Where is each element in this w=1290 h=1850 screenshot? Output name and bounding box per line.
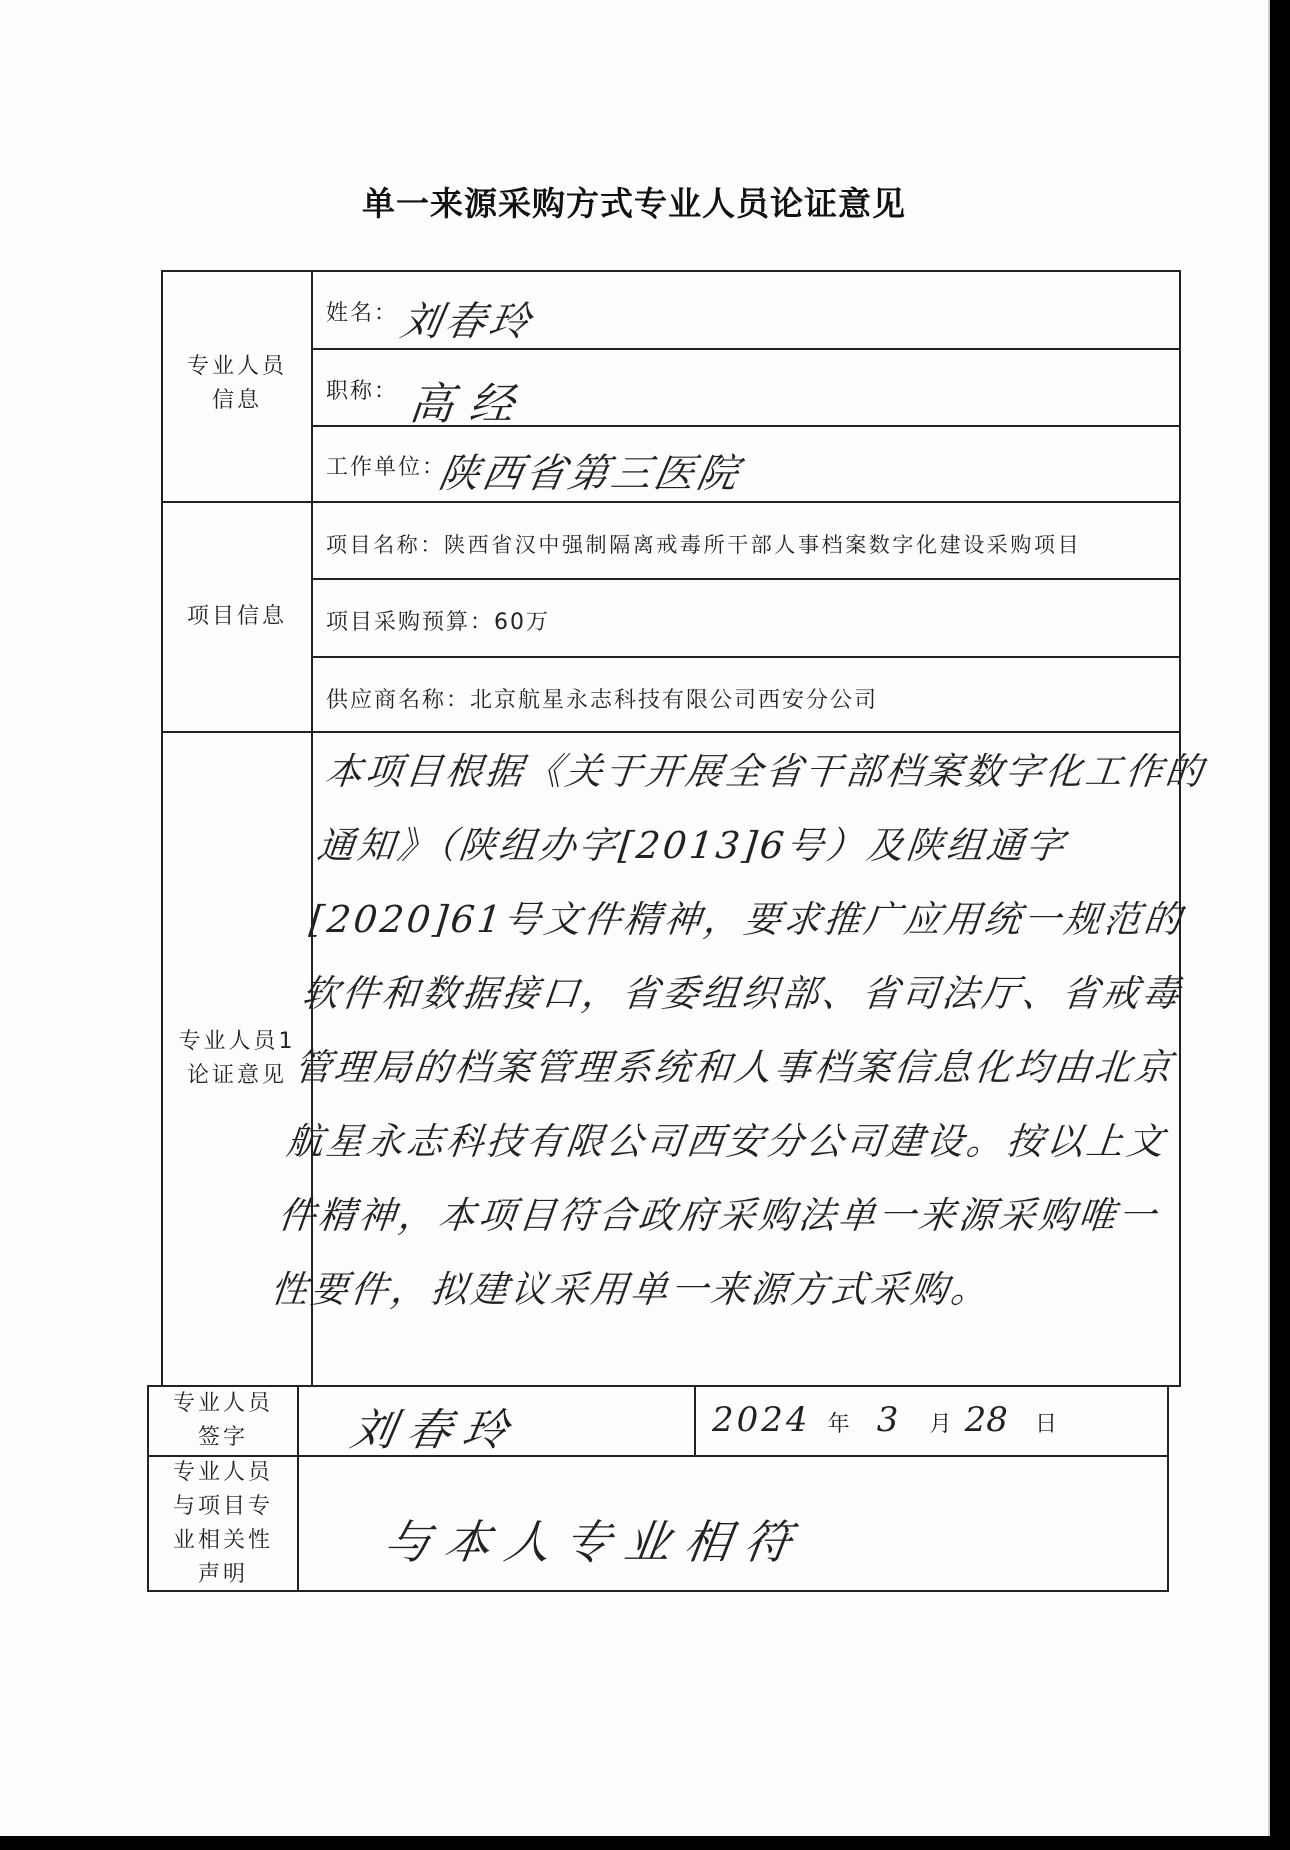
section-divider-project [161, 501, 1181, 503]
work-unit-handwriting: 陕西省第三医院 [435, 451, 745, 497]
signature-date [712, 1400, 1057, 1440]
expert-signature-handwriting: 刘春玲 [346, 1405, 524, 1456]
section-divider-relevance [147, 1455, 1169, 1457]
label-relevance-statement: 专业人员 与项目专 业相关性 声明 [172, 1460, 273, 1587]
date-month-handwriting: 3 [876, 1400, 899, 1440]
table-divider-vertical-lower [297, 1385, 299, 1592]
table-border-left-upper [161, 270, 163, 1387]
document-title: 单一来源采购方式专业人员论证意见 [362, 184, 906, 223]
work-unit-label: 工作单位： [326, 455, 447, 480]
expert-opinion-handwriting: 本项目根据《关于开展全省干部档案数字化工作的通知》（陕组办字[2013]6号）及陕组通字[2020]61号文件精神，要求推广应用统一规范的软件和数据接口，省委组织部、省司法厅、省戒毒管理局的档案管理系统和人事档案信息化均由北京航星永志科技有限公司西安分公司建设。按以上文件精神，本项目符合政府采购法单一来源采购唯一性要件，拟建议采用单一来源方式采购。 [268, 750, 1208, 1311]
expert-title-handwriting: 高经 [406, 379, 533, 430]
table-border-top [161, 270, 1181, 272]
label-expert-opinion: 专业人员1 论证意见 [178, 1029, 296, 1088]
label-expert-signature: 专业人员 签字 [172, 1391, 273, 1450]
expert-title-label: 职称： [326, 379, 399, 404]
section-divider-signature [147, 1385, 1181, 1387]
date-year-handwriting: 2024 [712, 1400, 811, 1440]
row-divider-name [311, 348, 1181, 350]
expert-name-handwriting: 刘春玲 [397, 299, 538, 345]
label-expert-info: 专业人员 信息 [186, 354, 287, 413]
date-year-unit: 年 [827, 1412, 850, 1437]
row-divider-project-name [311, 578, 1181, 580]
section-divider-opinion [161, 731, 1181, 733]
label-project-info: 项目信息 [186, 604, 287, 629]
table-border-bottom [147, 1590, 1169, 1592]
table-border-right-lower [1167, 1385, 1169, 1592]
date-month-unit: 月 [929, 1412, 952, 1437]
project-name-row: 项目名称：陕西省汉中强制隔离戒毒所干部人事档案数字化建设采购项目 [326, 533, 1082, 557]
date-day-handwriting: 28 [964, 1400, 1008, 1440]
date-day-unit: 日 [1034, 1412, 1057, 1437]
supplier-name-row: 供应商名称：北京航星永志科技有限公司西安分公司 [326, 688, 879, 713]
relevance-statement-handwriting: 与本人专业相符 [380, 1515, 809, 1569]
signature-date-divider [694, 1386, 696, 1456]
project-budget-row: 项目采购预算：60万 [326, 610, 550, 635]
expert-name-label: 姓名： [326, 301, 399, 326]
row-divider-budget [311, 656, 1181, 658]
